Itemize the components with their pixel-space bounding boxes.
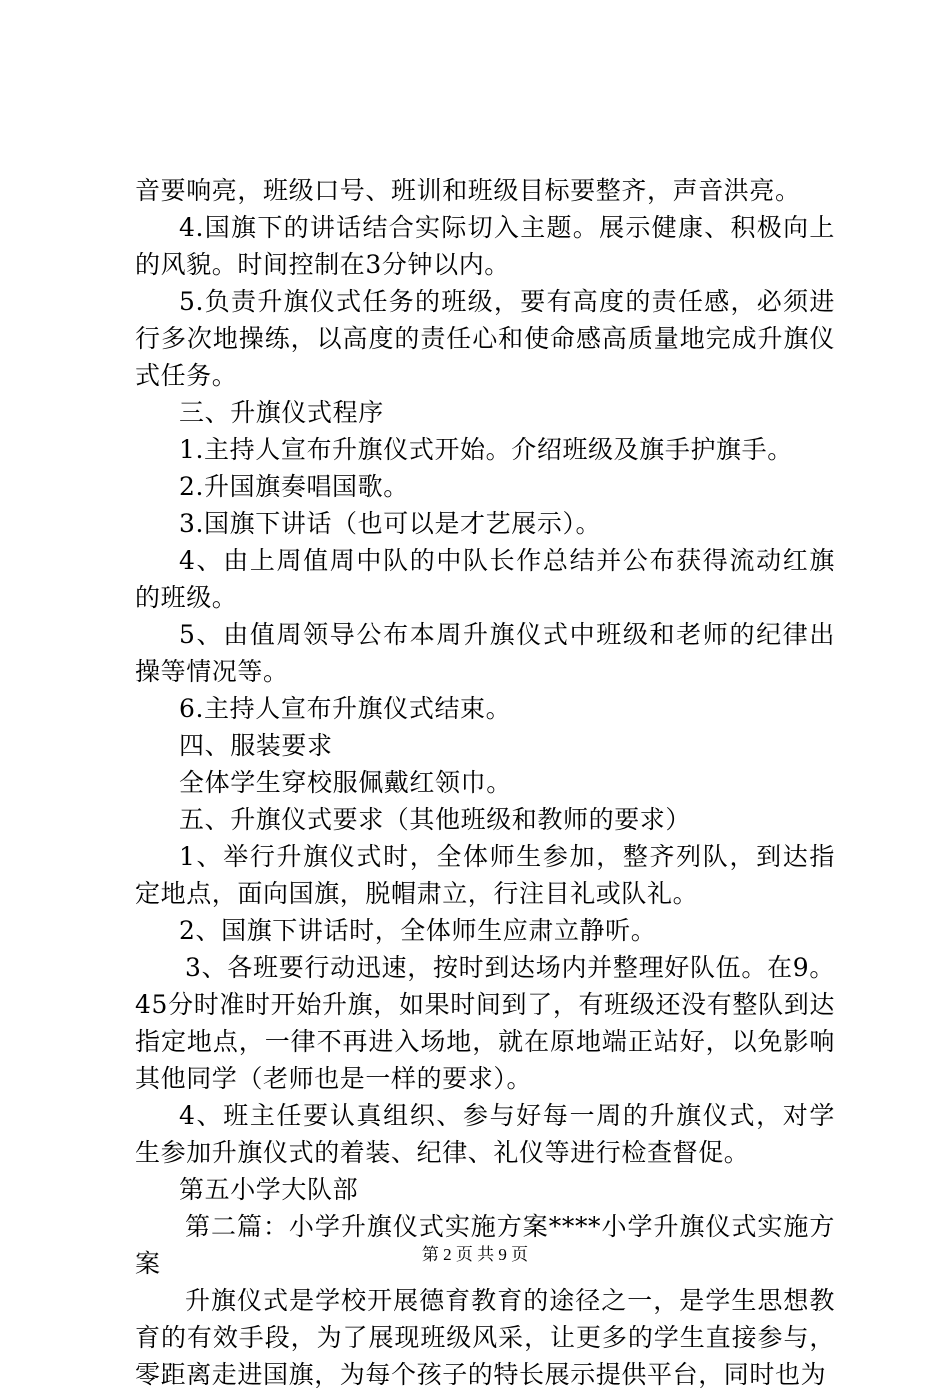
- section-heading: 四、服装要求: [179, 731, 333, 760]
- paragraph: 4、由上周值周中队的中队长作总结并公布获得流动红旗的班级。: [135, 546, 835, 612]
- paragraph: 全体学生穿校服佩戴红领巾。: [179, 768, 512, 797]
- paragraph: 5.负责升旗仪式任务的班级，要有高度的责任感，必须进行多次地操练，以高度的责任心和使命感高质量地完成升旗仪式任务。: [135, 287, 835, 390]
- chapter-heading: 第二篇：小学升旗仪式实施方案****小学升旗仪式实施方案: [135, 1212, 835, 1278]
- page-number-label: 第 2 页 共 9 页: [421, 1245, 529, 1264]
- paragraph: 音要响亮，班级口号、班训和班级目标要整齐，声音洪亮。: [135, 176, 801, 205]
- paragraph: 4、班主任要认真组织、参与好每一周的升旗仪式，对学生参加升旗仪式的着装、纪律、礼仪等进行检查督促。: [135, 1101, 835, 1167]
- paragraph: 5、由值周领导公布本周升旗仪式中班级和老师的纪律出操等情况等。: [135, 620, 835, 686]
- paragraph: 2.升国旗奏唱国歌。: [179, 472, 409, 501]
- paragraph: 升旗仪式是学校开展德育教育的途径之一，是学生思想教育的有效手段，为了展现班级风采，让更多的学生直接参与，零距离走进国旗，为每个孩子的特长展示提供平台，同时也为: [135, 1286, 835, 1389]
- document-body: [135, 172, 835, 1393]
- paragraph: 3、各班要行动迅速，按时到达场内并整理好队伍。在9。45分时准时开始升旗，如果时间到了，有班级还没有整队到达指定地点，一律不再进入场地，就在原地端正站好，以免影响其他同学（老师也是一样的要求）。: [135, 953, 835, 1093]
- paragraph: 3.国旗下讲话（也可以是才艺展示）。: [179, 509, 602, 538]
- paragraph: 1、举行升旗仪式时，全体师生参加，整齐列队，到达指定地点，面向国旗，脱帽肃立，行注目礼或队礼。: [135, 842, 835, 908]
- paragraph: 2、国旗下讲话时，全体师生应肃立静听。: [179, 916, 657, 945]
- section-heading: 三、升旗仪式程序: [179, 398, 384, 427]
- paragraph: 1.主持人宣布升旗仪式开始。介绍班级及旗手护旗手。: [179, 435, 793, 464]
- page-footer: [0, 1244, 950, 1266]
- paragraph: 6.主持人宣布升旗仪式结束。: [179, 694, 512, 723]
- section-heading: 五、升旗仪式要求（其他班级和教师的要求）: [179, 805, 692, 834]
- signature-line: 第五小学大队部: [179, 1175, 359, 1204]
- paragraph: 4.国旗下的讲话结合实际切入主题。展示健康、积极向上的风貌。时间控制在3分钟以内。: [135, 213, 835, 279]
